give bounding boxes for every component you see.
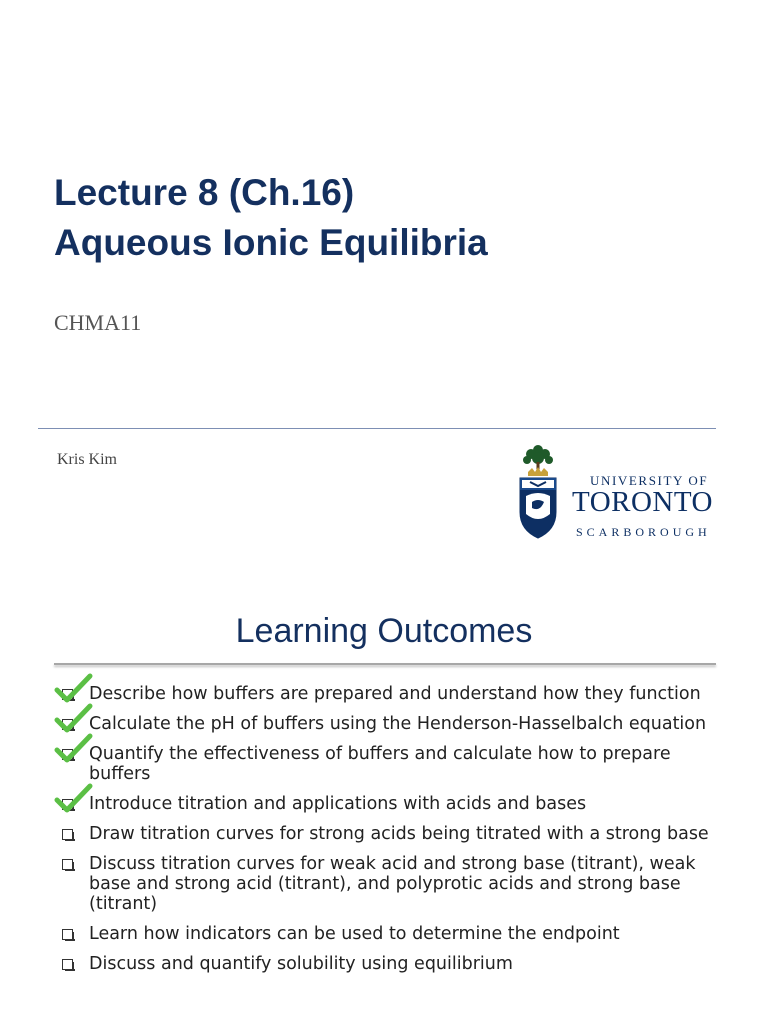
outcome-text: Quantify the effectiveness of buffers and calculate how to prepare buffers [89, 744, 671, 784]
checkbox-icon [62, 829, 73, 840]
university-logo [516, 442, 732, 542]
outcome-item [62, 744, 732, 784]
checkmark-icon [54, 732, 94, 768]
lecture-title [54, 168, 488, 268]
outcome-text: Describe how buffers are prepared and understand how they function [89, 684, 701, 704]
outcome-item [62, 854, 732, 914]
crest-icon [516, 442, 560, 540]
outcome-text: Discuss titration curves for weak acid and strong base (titrant), weak base and strong acid (titrant), and polyprotic acids and strong base (titrant) [89, 854, 696, 914]
lecture-title-line2: Aqueous Ionic Equilibria [54, 222, 488, 263]
logo-scarborough: SCARBOROUGH [576, 525, 711, 539]
outcome-text: Discuss and quantify solubility using equilibrium [89, 954, 513, 974]
heading-divider [54, 663, 716, 665]
outcome-text: Draw titration curves for strong acids being titrated with a strong base [89, 824, 709, 844]
lecture-title-line1: Lecture 8 (Ch.16) [54, 172, 355, 213]
logo-toronto: TORONTO [572, 486, 713, 518]
outcome-text: Introduce titration and applications with acids and bases [89, 794, 587, 814]
logo-university-of: UNIVERSITY OF [590, 473, 709, 488]
outcomes-list [62, 684, 732, 984]
course-code: CHMA11 [54, 310, 142, 335]
outcome-item [62, 824, 732, 844]
checkbox-icon [62, 929, 73, 940]
author-name: Kris Kim [57, 451, 117, 468]
checkbox-icon [62, 859, 73, 870]
outcome-text: Learn how indicators can be used to determine the endpoint [89, 924, 620, 944]
outcome-item [62, 684, 732, 704]
outcome-item [62, 714, 732, 734]
title-divider [38, 428, 716, 429]
outcome-item [62, 954, 732, 974]
learning-outcomes-slide [0, 580, 768, 1024]
outcomes-heading: Learning Outcomes [235, 612, 533, 650]
outcome-text: Calculate the pH of buffers using the Henderson-Hasselbalch equation [89, 714, 707, 734]
checkbox-icon [62, 959, 73, 970]
outcome-item [62, 924, 732, 944]
checkmark-icon [54, 782, 94, 818]
outcome-item [62, 794, 732, 814]
